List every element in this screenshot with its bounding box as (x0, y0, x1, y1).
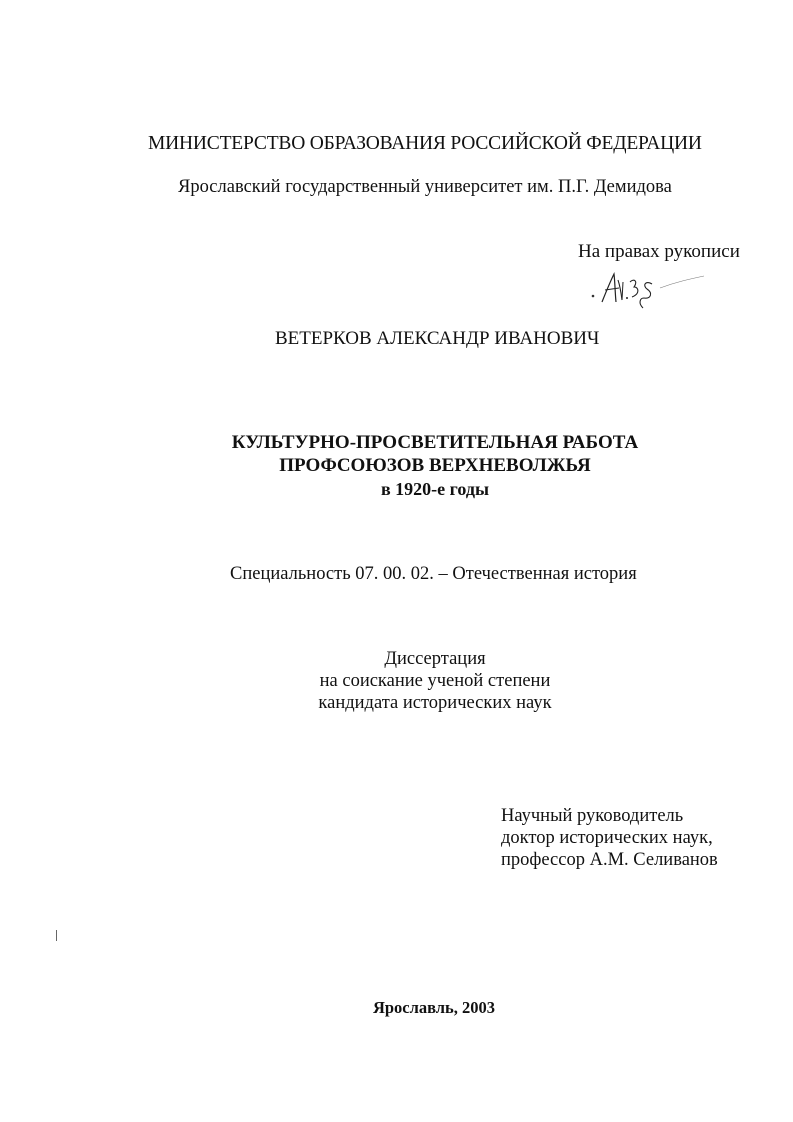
dissertation-type-line-3: кандидата исторических наук (318, 693, 552, 713)
manuscript-rights-note: На правах рукописи (578, 241, 740, 262)
supervisor-degree: доктор исторических наук, (501, 828, 713, 848)
author-name: ВЕТЕРКОВ АЛЕКСАНДР ИВАНОВИЧ (275, 328, 600, 349)
specialty-line: Специальность 07. 00. 02. – Отечественная история (230, 564, 637, 584)
ministry-heading: МИНИСТЕРСТВО ОБРАЗОВАНИЯ РОССИЙСКОЙ ФЕДЕРАЦИИ (148, 133, 702, 154)
supervisor-name: профессор А.М. Селиванов (501, 850, 718, 870)
dissertation-title-line-2: ПРОФСОЮЗОВ ВЕРХНЕВОЛЖЬЯ (279, 455, 591, 476)
dissertation-title-line-3: в 1920-е годы (380, 479, 490, 499)
dissertation-type-line-1: Диссертация (384, 649, 486, 669)
handwritten-signature (588, 268, 708, 320)
supervisor-label: Научный руководитель (501, 806, 684, 826)
place-and-year: Ярославль, 2003 (372, 998, 496, 1017)
dissertation-type-line-2: на соискание ученой степени (319, 671, 551, 691)
scan-margin-mark (56, 930, 57, 941)
dissertation-title-line-1: КУЛЬТУРНО-ПРОСВЕТИТЕЛЬНАЯ РАБОТА (231, 432, 639, 453)
university-name: Ярославский государственный университет им. П.Г. Демидова (178, 177, 672, 197)
